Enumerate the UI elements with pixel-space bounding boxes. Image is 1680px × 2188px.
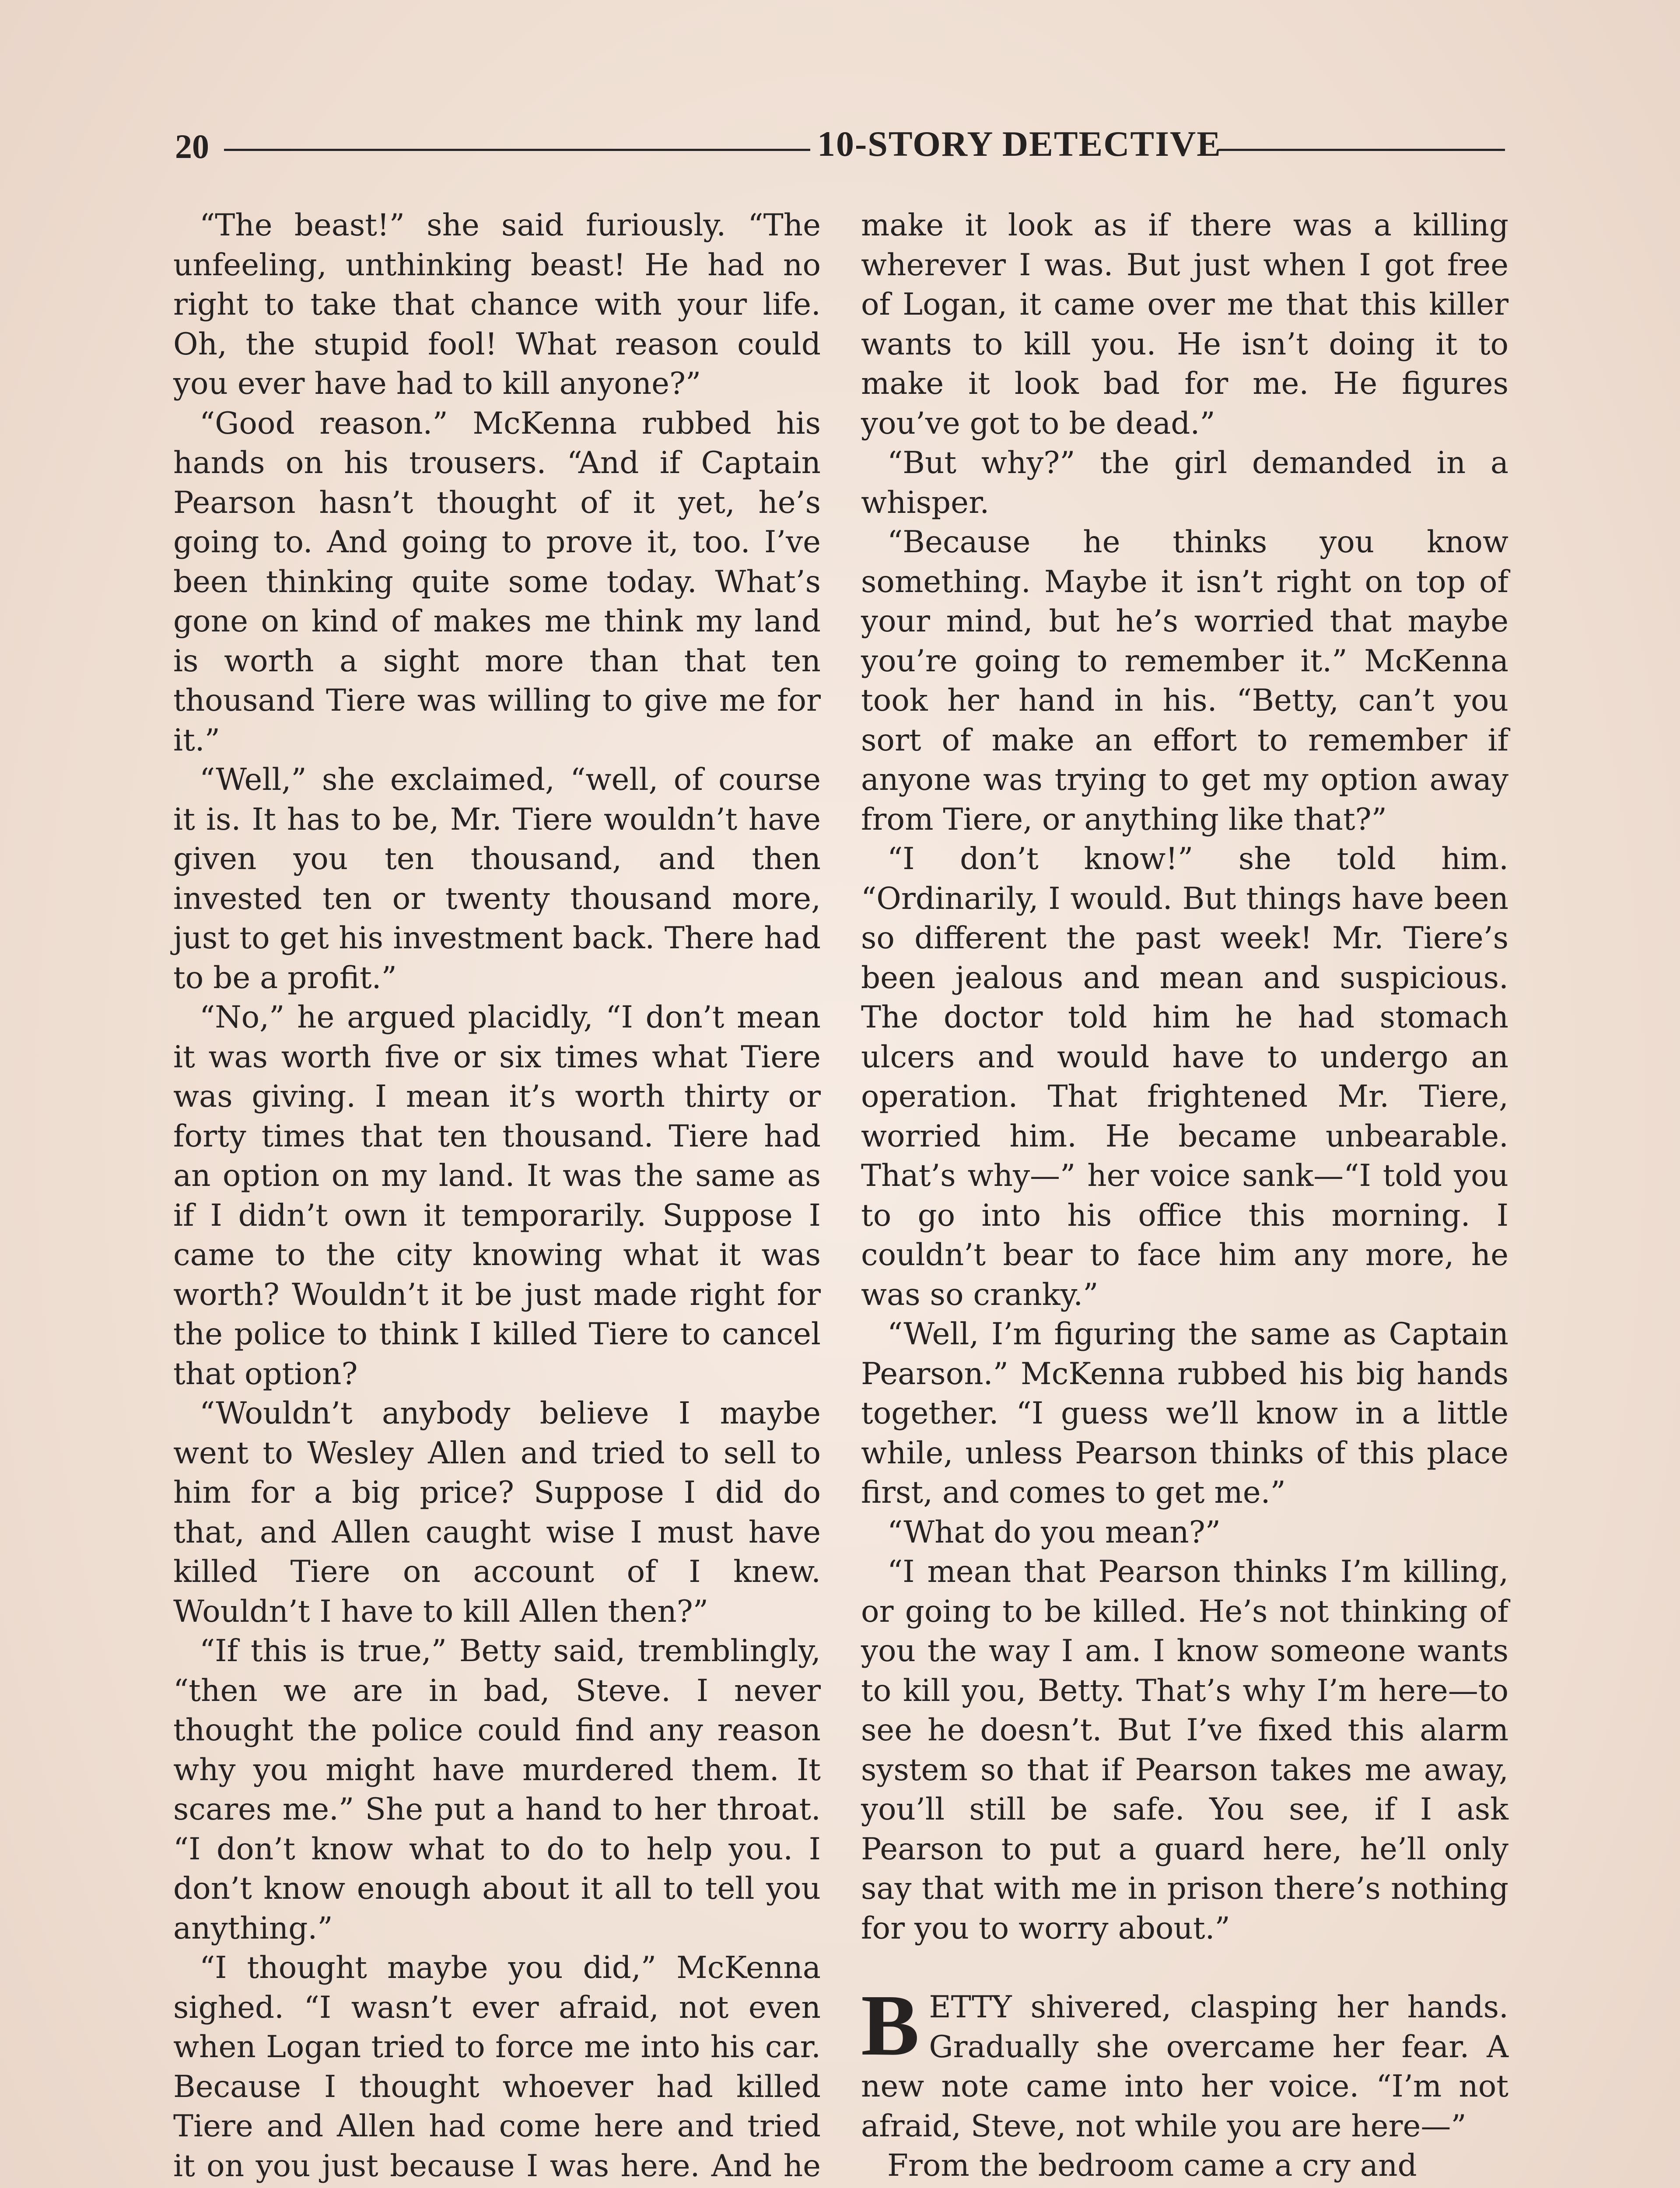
- paragraph: “Well, I’m figuring the same as Captain Pearson.” McKenna rubbed his big hands together. “I guess we’ll know in a little while, unless Pearson thinks of this place first, and comes to get me.”: [861, 1317, 1508, 1510]
- dropcap-paragraph: [861, 1977, 1508, 2146]
- paragraph: “Because he thinks you know something. Maybe it isn’t right on top of your mind, but he’s worried that maybe you’re going to remember it.” McKenna took her hand in his. “Betty, can’t you sort of make an effort to remember if anyone was trying to get my option away from Tiere, or anything like that?”: [861, 525, 1508, 837]
- paragraph: “I thought maybe you did,” McKenna sighed. “I wasn’t ever afraid, not even when Logan tried to force me into his car. Because I thought whoever had killed Tiere and Allen had come here and tried it on you just because I was here. And he: [173, 1950, 821, 2184]
- paragraph: “No,” he argued placidly, “I don’t mean it was worth five or six times what Tiere was giving. I mean it’s worth thirty or forty times that ten thousand. Tiere had an option on my land. It was the same as if I didn’t own it temporarily. Suppose I came to the city knowing what it was worth? Wouldn’t it be just made right for the police to think I killed Tiere to cancel that option?: [173, 1000, 821, 1392]
- paragraph: “I don’t know!” she told him. “Ordinarily, I would. But things have been so different the past week! Mr. Tiere’s been jealous and mean and suspicious. The doctor told him he had stomach ulcers and would have to undergo an operation. That frightened Mr. Tiere, worried him. He became unbearable. That’s why—” her voice sank—“I told you to go into his office this morning. I couldn’t bear to face him any more, he was so cranky.”: [861, 842, 1508, 1312]
- drop-cap-letter: B: [861, 1977, 920, 2074]
- paragraph: “The beast!” she said furiously. “The unfeeling, unthinking beast! He had no right to take that chance with your life. Oh, the stupid fool! What reason could you ever have had to kill anyone?”: [173, 208, 821, 401]
- paragraph: “I mean that Pearson thinks I’m killing, or going to be killed. He’s not thinking of you the way I am. I know someone wants to kill you, Betty. That’s why I’m here—to see he doesn’t. But I’ve fixed this alarm system so that if Pearson takes me away, you’ll still be safe. You see, if I ask Pearson to put a guard here, he’ll only say that with me in prison there’s nothing for you to worry about.”: [861, 1554, 1508, 1946]
- paragraph: “Wouldn’t anybody believe I maybe went to Wesley Allen and tried to sell to him for a big price? Suppose I did do that, and Allen caught wise I must have killed Tiere on account of I knew. Wouldn’t I have to kill Allen then?”: [173, 1396, 821, 1629]
- paragraph: “Good reason.” McKenna rubbed his hands on his trousers. “And if Captain Pearson hasn’t thought of it yet, he’s going to. And going to prove it, too. I’ve been thinking quite some today. What’s gone on kind of makes me think my land is worth a sight more than that ten thousand Tiere was willing to give me for it.”: [173, 406, 821, 758]
- page-number: 20: [175, 127, 209, 165]
- header-rule-left: [224, 149, 810, 151]
- paragraph: make it look as if there was a killing wherever I was. But just when I got free of Logan, it came over me that this killer wants to kill you. He isn’t doing it to make it look bad for me. He figures you’ve got to be dead.”: [861, 208, 1508, 441]
- paragraph: “Well,” she exclaimed, “well, of course it is. It has to be, Mr. Tiere wouldn’t have given you ten thousand, and then invested ten or twenty thousand more, just to get his investment back. There had to be a profit.”: [173, 762, 821, 996]
- magazine-title: 10-STORY DETECTIVE: [817, 124, 1222, 164]
- paragraph: “But why?” the girl demanded in a whisper.: [861, 445, 1508, 520]
- dropcap-paragraph-text: ETTY shivered, clasping her hands. Gradually she overcame her fear. A new note came into her voice. “I’m not afraid, Steve, not while you are here—”: [861, 1990, 1508, 2144]
- paragraph: From the bedroom came a cry and: [887, 2148, 1417, 2183]
- page-header: [175, 122, 1505, 179]
- paragraph: “What do you mean?”: [887, 1515, 1221, 1550]
- header-rule-right: [1218, 149, 1505, 151]
- section-break: [861, 1948, 1508, 1988]
- right-column: [861, 206, 1508, 2186]
- left-column: [173, 206, 821, 2188]
- paragraph: “If this is true,” Betty said, tremblingly, “then we are in bad, Steve. I never thought the police could find any reason why you might have murdered them. It scares me.” She put a hand to her throat. “I don’t know what to do to help you. I don’t know enough about it all to tell you anything.”: [173, 1634, 821, 1946]
